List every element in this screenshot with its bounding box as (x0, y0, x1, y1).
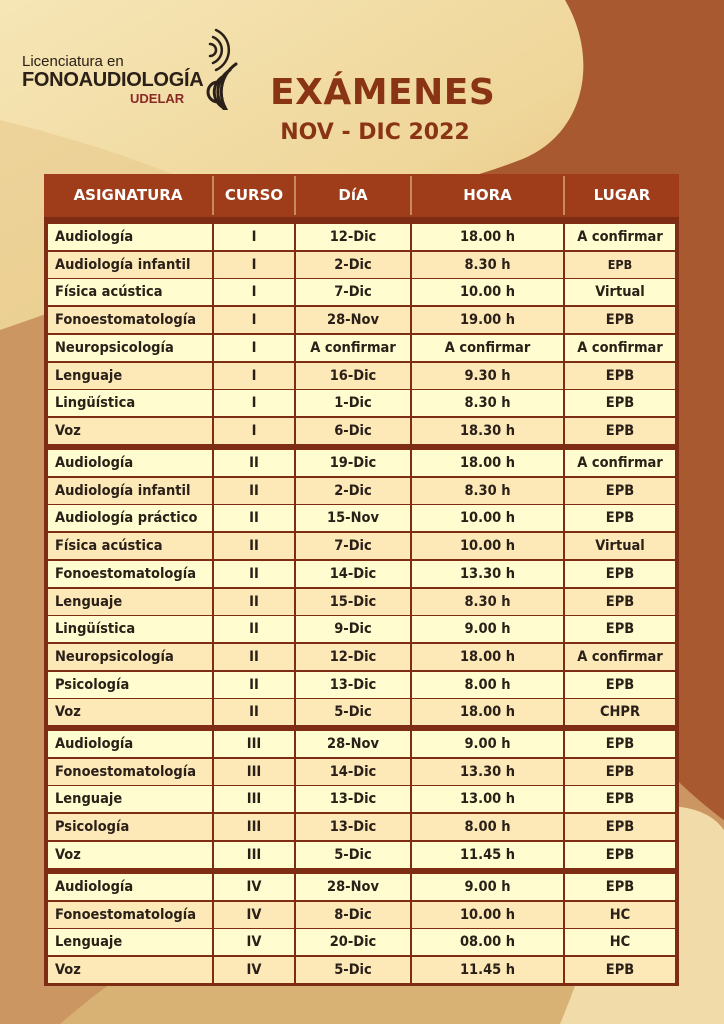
cell-lugar: A confirmar (565, 644, 675, 670)
table-row (48, 450, 675, 476)
cell-hora: 10.00 h (412, 533, 563, 559)
cell-hora: 18.00 h (412, 699, 563, 725)
cell-hora: 11.45 h (412, 842, 563, 868)
cell-asignatura: Audiología (48, 874, 212, 900)
table-row (48, 731, 675, 757)
cell-asignatura: Neuropsicología (48, 644, 212, 670)
cell-lugar: CHPR (565, 699, 675, 725)
cell-lugar: A confirmar (565, 450, 675, 476)
cell-asignatura: Lenguaje (48, 589, 212, 615)
cell-asignatura: Audiología (48, 450, 212, 476)
cell-lugar: EPB (565, 561, 675, 587)
cell-asignatura: Voz (48, 842, 212, 868)
cell-dia: 19-Dic (296, 450, 410, 476)
cell-dia: 9-Dic (296, 616, 410, 642)
cell-dia: 8-Dic (296, 902, 410, 928)
cell-dia: 16-Dic (296, 363, 410, 389)
table-row (48, 390, 675, 416)
cell-hora: A confirmar (412, 335, 563, 361)
cell-curso: I (214, 363, 294, 389)
cell-lugar: EPB (565, 957, 675, 983)
cell-dia: 2-Dic (296, 478, 410, 504)
table-row (48, 786, 675, 812)
program-logo (22, 48, 242, 108)
cell-lugar: EPB (565, 759, 675, 785)
cell-hora: 13.30 h (412, 561, 563, 587)
table-row (48, 505, 675, 531)
cell-hora: 8.30 h (412, 478, 563, 504)
table-row (48, 363, 675, 389)
cell-asignatura: Audiología infantil (48, 252, 212, 278)
cell-curso: III (214, 786, 294, 812)
logo-line-1: Licenciatura en (22, 53, 124, 70)
cell-dia: 12-Dic (296, 224, 410, 250)
cell-dia: 7-Dic (296, 533, 410, 559)
cell-dia: 13-Dic (296, 786, 410, 812)
cell-asignatura: Fonoestomatología (48, 902, 212, 928)
table-row (48, 616, 675, 642)
cell-lugar: Virtual (565, 533, 675, 559)
cell-asignatura: Lingüística (48, 390, 212, 416)
cell-lugar: HC (565, 929, 675, 955)
cell-dia: 13-Dic (296, 814, 410, 840)
cell-curso: II (214, 561, 294, 587)
cell-asignatura: Física acústica (48, 533, 212, 559)
page-title: EXÁMENES (270, 72, 496, 113)
cell-lugar: EPB (565, 672, 675, 698)
table-header (44, 174, 679, 217)
cell-dia: 12-Dic (296, 644, 410, 670)
cell-asignatura: Audiología infantil (48, 478, 212, 504)
cell-dia: 28-Nov (296, 307, 410, 333)
cell-curso: II (214, 672, 294, 698)
cell-lugar: EPB (565, 814, 675, 840)
table-row (48, 252, 675, 278)
cell-curso: I (214, 418, 294, 444)
table-row (48, 224, 675, 250)
cell-lugar: HC (565, 902, 675, 928)
cell-asignatura: Física acústica (48, 279, 212, 305)
cell-hora: 08.00 h (412, 929, 563, 955)
cell-lugar: EPB (565, 478, 675, 504)
cell-lugar: Virtual (565, 279, 675, 305)
cell-asignatura: Lingüística (48, 616, 212, 642)
cell-asignatura: Audiología (48, 731, 212, 757)
cell-dia: 13-Dic (296, 672, 410, 698)
table-row (48, 307, 675, 333)
table-row (48, 644, 675, 670)
cell-asignatura: Fonoestomatología (48, 759, 212, 785)
table-row (48, 418, 675, 444)
cell-lugar: EPB (565, 616, 675, 642)
cell-hora: 10.00 h (412, 279, 563, 305)
cell-lugar: EPB (565, 363, 675, 389)
table-row (48, 759, 675, 785)
cell-lugar: A confirmar (565, 224, 675, 250)
table-row (48, 699, 675, 725)
cell-lugar: EPB (565, 252, 675, 278)
cell-curso: IV (214, 874, 294, 900)
table-row (48, 874, 675, 900)
cell-asignatura: Audiología práctico (48, 505, 212, 531)
cell-dia: 15-Nov (296, 505, 410, 531)
cell-dia: 20-Dic (296, 929, 410, 955)
cell-lugar: EPB (565, 307, 675, 333)
cell-curso: IV (214, 929, 294, 955)
cell-hora: 10.00 h (412, 505, 563, 531)
cell-lugar: EPB (565, 505, 675, 531)
cell-hora: 19.00 h (412, 307, 563, 333)
table-row (48, 561, 675, 587)
cell-curso: I (214, 335, 294, 361)
cell-asignatura: Voz (48, 699, 212, 725)
cell-lugar: EPB (565, 418, 675, 444)
cell-asignatura: Neuropsicología (48, 335, 212, 361)
cell-hora: 8.30 h (412, 589, 563, 615)
cell-hora: 9.00 h (412, 874, 563, 900)
table-row (48, 478, 675, 504)
cell-curso: II (214, 505, 294, 531)
cell-lugar: EPB (565, 786, 675, 812)
cell-dia: 28-Nov (296, 731, 410, 757)
cell-hora: 18.00 h (412, 644, 563, 670)
cell-hora: 9.00 h (412, 731, 563, 757)
cell-hora: 8.30 h (412, 390, 563, 416)
cell-lugar: EPB (565, 589, 675, 615)
cell-hora: 18.30 h (412, 418, 563, 444)
cell-curso: IV (214, 957, 294, 983)
cell-curso: III (214, 759, 294, 785)
cell-curso: II (214, 699, 294, 725)
cell-lugar: EPB (565, 842, 675, 868)
header-curso: CURSO (224, 186, 284, 204)
cell-asignatura: Lenguaje (48, 929, 212, 955)
cell-lugar: EPB (565, 390, 675, 416)
cell-asignatura: Audiología (48, 224, 212, 250)
cell-hora: 13.30 h (412, 759, 563, 785)
cell-dia: 5-Dic (296, 957, 410, 983)
cell-curso: IV (214, 902, 294, 928)
cell-dia: 6-Dic (296, 418, 410, 444)
cell-dia: 5-Dic (296, 842, 410, 868)
cell-dia: 2-Dic (296, 252, 410, 278)
table-row (48, 589, 675, 615)
cell-curso: III (214, 731, 294, 757)
cell-lugar: A confirmar (565, 335, 675, 361)
page-subtitle: NOV - DIC 2022 (280, 120, 470, 145)
cell-asignatura: Lenguaje (48, 363, 212, 389)
logo-line-3: UDELAR (130, 91, 185, 106)
cell-asignatura: Lenguaje (48, 786, 212, 812)
cell-asignatura: Voz (48, 957, 212, 983)
cell-hora: 8.30 h (412, 252, 563, 278)
cell-asignatura: Fonoestomatología (48, 307, 212, 333)
table-row (48, 842, 675, 868)
cell-hora: 18.00 h (412, 224, 563, 250)
table-row (48, 533, 675, 559)
cell-asignatura: Voz (48, 418, 212, 444)
cell-curso: I (214, 390, 294, 416)
cell-curso: II (214, 616, 294, 642)
table-row (48, 814, 675, 840)
header-asignatura: ASIGNATURA (73, 186, 183, 204)
exam-schedule-table (44, 174, 679, 986)
cell-dia: 14-Dic (296, 561, 410, 587)
cell-dia: 1-Dic (296, 390, 410, 416)
cell-dia: A confirmar (296, 335, 410, 361)
table-row (48, 929, 675, 955)
cell-dia: 14-Dic (296, 759, 410, 785)
cell-hora: 10.00 h (412, 902, 563, 928)
cell-curso: III (214, 814, 294, 840)
cell-hora: 8.00 h (412, 672, 563, 698)
header-hora: HORA (463, 186, 512, 204)
cell-dia: 7-Dic (296, 279, 410, 305)
cell-dia: 15-Dic (296, 589, 410, 615)
cell-hora: 11.45 h (412, 957, 563, 983)
cell-curso: I (214, 252, 294, 278)
cell-lugar: EPB (565, 731, 675, 757)
cell-lugar: EPB (565, 874, 675, 900)
cell-curso: I (214, 279, 294, 305)
cell-asignatura: Fonoestomatología (48, 561, 212, 587)
cell-hora: 13.00 h (412, 786, 563, 812)
table-row (48, 957, 675, 983)
cell-curso: I (214, 224, 294, 250)
table-row (48, 902, 675, 928)
table-row (48, 335, 675, 361)
cell-asignatura: Psicología (48, 672, 212, 698)
cell-curso: II (214, 450, 294, 476)
sound-waves-icon (182, 20, 252, 110)
cell-dia: 28-Nov (296, 874, 410, 900)
cell-curso: II (214, 533, 294, 559)
cell-curso: III (214, 842, 294, 868)
cell-asignatura: Psicología (48, 814, 212, 840)
cell-dia: 5-Dic (296, 699, 410, 725)
cell-curso: II (214, 478, 294, 504)
header-dia: DíA (338, 186, 368, 204)
cell-hora: 9.00 h (412, 616, 563, 642)
cell-curso: II (214, 644, 294, 670)
logo-line-2: FONOAUDIOLOGÍA (22, 69, 204, 91)
table-row (48, 672, 675, 698)
cell-hora: 18.00 h (412, 450, 563, 476)
header-lugar: LUGAR (593, 186, 651, 204)
cell-curso: II (214, 589, 294, 615)
table-row (48, 279, 675, 305)
cell-hora: 8.00 h (412, 814, 563, 840)
cell-hora: 9.30 h (412, 363, 563, 389)
cell-curso: I (214, 307, 294, 333)
